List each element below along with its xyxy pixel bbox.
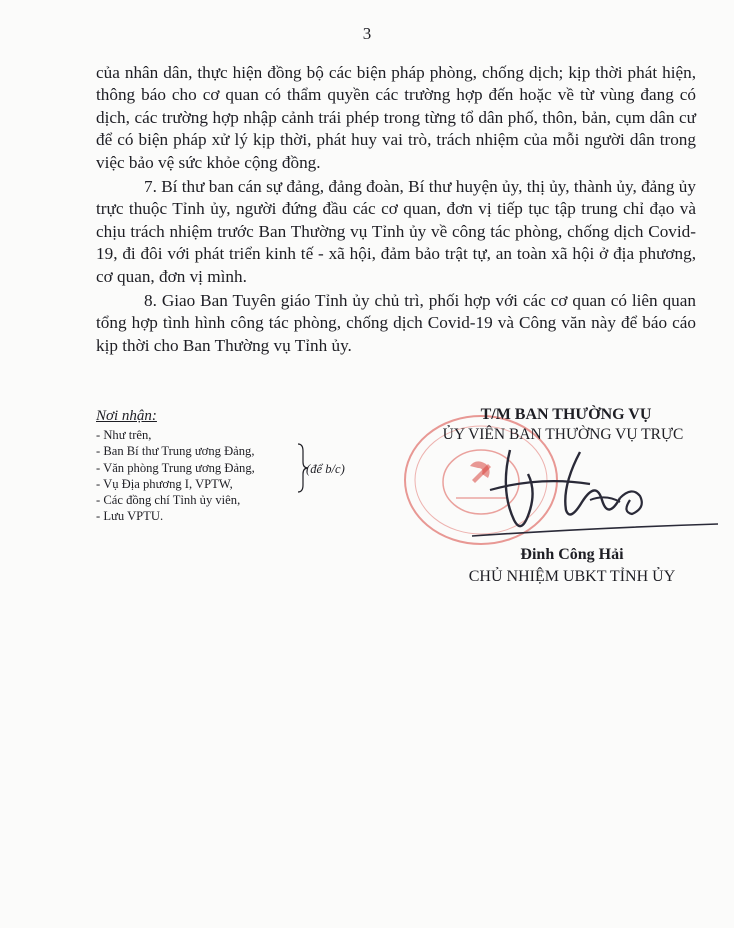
handwritten-signature-icon bbox=[470, 440, 720, 540]
recipient-item: - Vụ Địa phương I, VPTW, bbox=[96, 476, 233, 491]
brace-note: (để b/c) bbox=[306, 462, 345, 477]
recipient-item: - Ban Bí thư Trung ương Đảng, bbox=[96, 444, 255, 459]
signer-name: Đinh Công Hải bbox=[520, 546, 624, 563]
recipients-list bbox=[96, 408, 416, 524]
recipient-item: - Lưu VPTU. bbox=[96, 509, 164, 524]
recipients-heading: Nơi nhận: bbox=[96, 408, 157, 424]
signer-position: CHỦ NHIỆM UBKT TỈNH ỦY bbox=[468, 568, 676, 585]
paragraph-continued: của nhân dân, thực hiện đồng bộ các biện pháp phòng, chống dịch; kịp thời phát hiện, thông báo cho cơ quan có thẩm quyền các trường hợp đến hoặc về từ vùng đang có dịch, các trường hợp nhập cảnh trái phép trong từng tổ dân phố, thôn, bản, cụm dân cư để có biện pháp xử lý kịp thời, phát huy vai trò, trách nhiệm của mỗi người dân trong việc bảo vệ sức khỏe cộng đồng. bbox=[96, 63, 696, 172]
paragraph-7: 7. Bí thư ban cán sự đảng, đảng đoàn, Bí thư huyện ủy, thị ủy, thành ủy, đảng ủy trực thuộc Tỉnh ủy, người đứng đầu các cơ quan, đơn vị tiếp tục tập trung chỉ đạo và chịu trách nhiệm trước Ban Thường vụ Tỉnh ủy về công tác phòng, chống dịch Covid-19, đi đôi với phát triển kinh tế - xã hội, đảm bảo trật tự, an toàn xã hội ở địa phương, cơ quan, đơn vị mình. bbox=[96, 177, 696, 286]
recipient-item: - Các đồng chí Tỉnh ủy viên, bbox=[96, 493, 241, 508]
signature-role: ỦY VIÊN BAN THƯỜNG VỤ TRỰC bbox=[442, 426, 684, 443]
recipient-item: - Như trên, bbox=[96, 428, 152, 443]
paragraph-8: 8. Giao Ban Tuyên giáo Tỉnh ủy chủ trì, phối hợp với các cơ quan có liên quan tổng hợp tình hình công tác phòng, chống dịch Covid-19 và Công văn này để báo cáo kịp thời cho Ban Thường vụ Tỉnh ủy. bbox=[96, 291, 696, 355]
signature-title: T/M BAN THƯỜNG VỤ bbox=[480, 406, 652, 423]
recipient-item: - Văn phòng Trung ương Đảng, bbox=[96, 460, 255, 475]
recipient-group-report bbox=[96, 443, 416, 492]
page-number: 3 bbox=[362, 24, 372, 43]
signature-block bbox=[410, 404, 710, 585]
document-body bbox=[96, 62, 696, 357]
